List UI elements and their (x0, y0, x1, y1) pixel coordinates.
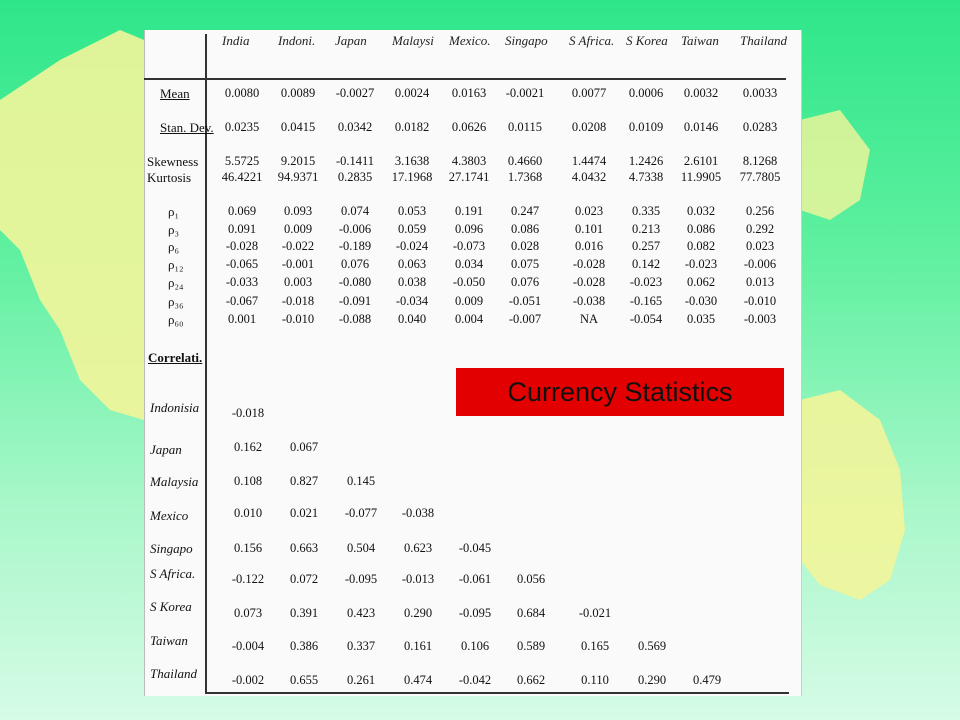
table-cell: 0.292 (745, 222, 775, 236)
table-cell: -0.051 (508, 294, 542, 308)
table-cell: 0.016 (574, 239, 604, 253)
table-cell: 27.1741 (448, 170, 490, 184)
table-cell: 0.0089 (280, 86, 316, 100)
title-banner (456, 368, 784, 416)
row-label: Malaysia (150, 474, 199, 489)
table-cell: 0.101 (574, 222, 604, 236)
table-cell: 0.0182 (394, 120, 430, 134)
table-cell: -0.013 (401, 572, 435, 586)
column-header: India (222, 33, 250, 48)
table-cell: 0.023 (574, 204, 604, 218)
row-label: ρ₃₆ (168, 294, 184, 309)
table-cell: -0.030 (684, 294, 718, 308)
row-label: Skewness (147, 154, 199, 169)
table-cell: 0.0032 (683, 86, 719, 100)
table-cell: -0.0027 (335, 86, 375, 100)
table-cell: 0.156 (233, 541, 263, 555)
table-cell: -0.045 (458, 541, 492, 555)
table-cell: 17.1968 (391, 170, 433, 184)
table-cell: 0.161 (403, 639, 433, 653)
table-cell: 0.663 (289, 541, 319, 555)
table-cell: -0.038 (572, 294, 606, 308)
column-header: Singapo (505, 33, 548, 48)
table-cell: 0.335 (631, 204, 661, 218)
table-cell: -0.018 (231, 406, 265, 420)
table-cell: 0.096 (454, 222, 484, 236)
table-cell: 0.0115 (508, 120, 542, 134)
table-cell: 0.504 (346, 541, 376, 555)
table-cell: 0.261 (346, 673, 376, 687)
table-cell: 0.0626 (451, 120, 487, 134)
table-cell: 0.004 (454, 312, 484, 326)
table-cell: 0.106 (460, 639, 490, 653)
row-label: Mexico (150, 508, 189, 523)
column-header: Mexico. (449, 33, 491, 48)
column-header: Taiwan (681, 33, 719, 48)
table-cell: 0.073 (233, 606, 263, 620)
table-cell: 0.013 (745, 275, 775, 289)
table-cell: -0.067 (225, 294, 259, 308)
table-cell: -0.007 (508, 312, 542, 326)
table-cell: 0.165 (580, 639, 610, 653)
table-cell: 0.082 (686, 239, 716, 253)
table-cell: -0.034 (395, 294, 429, 308)
column-header: Indoni. (278, 33, 316, 48)
table-cell: 1.2426 (628, 154, 664, 168)
table-cell: -0.088 (338, 312, 372, 326)
table-cell: 94.9371 (277, 170, 319, 184)
table-cell: 0.0283 (742, 120, 778, 134)
table-cell: 0.069 (227, 204, 257, 218)
table-cell: -0.122 (231, 572, 265, 586)
table-cell: -0.091 (338, 294, 372, 308)
table-cell: 46.4221 (221, 170, 263, 184)
row-label: Taiwan (150, 633, 188, 648)
table-cell: -0.006 (743, 257, 777, 271)
table-cell: 0.2835 (337, 170, 373, 184)
table-cell: 0.256 (745, 204, 775, 218)
table-cell: 0.423 (346, 606, 376, 620)
bottom-rule (205, 692, 789, 694)
table-cell: 0.086 (686, 222, 716, 236)
row-label: ρ₁ (168, 204, 180, 219)
table-cell: 0.162 (233, 440, 263, 454)
table-cell: 0.337 (346, 639, 376, 653)
table-cell: -0.1411 (335, 154, 375, 168)
table-cell: 0.0024 (394, 86, 430, 100)
row-label: S Korea (150, 599, 192, 614)
table-cell: 0.589 (516, 639, 546, 653)
table-cell: 0.086 (510, 222, 540, 236)
table-cell: 0.0077 (571, 86, 607, 100)
table-cell: 8.1268 (742, 154, 778, 168)
table-cell: -0.003 (743, 312, 777, 326)
table-cell: -0.038 (401, 506, 435, 520)
table-cell: -0.0021 (505, 86, 545, 100)
row-label: Stan. Dev. (160, 120, 214, 135)
table-cell: 0.0109 (628, 120, 664, 134)
table-cell: 0.290 (637, 673, 667, 687)
table-cell: 4.0432 (571, 170, 607, 184)
table-cell: 0.684 (516, 606, 546, 620)
table-cell: 0.0163 (451, 86, 487, 100)
table-cell: 0.474 (403, 673, 433, 687)
table-cell: -0.077 (344, 506, 378, 520)
table-cell: 0.108 (233, 474, 263, 488)
row-label: Singapo (150, 541, 193, 556)
table-cell: -0.095 (344, 572, 378, 586)
table-cell: 0.063 (397, 257, 427, 271)
table-cell: 0.076 (510, 275, 540, 289)
table-cell: 0.655 (289, 673, 319, 687)
table-cell: -0.065 (225, 257, 259, 271)
table-cell: 0.662 (516, 673, 546, 687)
table-cell: 0.076 (340, 257, 370, 271)
table-cell: 0.056 (516, 572, 546, 586)
table-cell: -0.033 (225, 275, 259, 289)
row-label: Japan (150, 442, 182, 457)
table-cell: 0.067 (289, 440, 319, 454)
table-cell: 0.191 (454, 204, 484, 218)
table-cell: 0.142 (631, 257, 661, 271)
table-cell: -0.189 (338, 239, 372, 253)
table-cell: 0.032 (686, 204, 716, 218)
table-cell: 0.093 (283, 204, 313, 218)
table-cell: 2.6101 (683, 154, 719, 168)
table-cell: -0.061 (458, 572, 492, 586)
table-cell: 0.035 (686, 312, 716, 326)
column-header: S Korea (626, 33, 668, 48)
column-header: Japan (335, 33, 367, 48)
table-cell: -0.042 (458, 673, 492, 687)
table-cell: 0.001 (227, 312, 257, 326)
column-header: Malaysi (392, 33, 434, 48)
table-cell: 0.0080 (224, 86, 260, 100)
table-cell: 0.072 (289, 572, 319, 586)
table-cell: 0.003 (283, 275, 313, 289)
table-cell: -0.023 (684, 257, 718, 271)
table-cell: -0.002 (231, 673, 265, 687)
table-cell: 0.0033 (742, 86, 778, 100)
table-cell: 0.009 (283, 222, 313, 236)
table-cell: -0.095 (458, 606, 492, 620)
table-cell: 3.1638 (394, 154, 430, 168)
table-cell: 0.386 (289, 639, 319, 653)
table-cell: 4.7338 (628, 170, 664, 184)
row-label: S Africa. (150, 566, 196, 581)
table-cell: 0.062 (686, 275, 716, 289)
table-cell: 9.2015 (280, 154, 316, 168)
row-label: Indonisia (150, 400, 200, 415)
table-cell: 0.247 (510, 204, 540, 218)
table-cell: -0.006 (338, 222, 372, 236)
table-cell: 0.0235 (224, 120, 260, 134)
table-cell: 1.7368 (507, 170, 543, 184)
table-cell: NA (579, 312, 599, 326)
table-cell: 0.145 (346, 474, 376, 488)
table-cell: -0.054 (629, 312, 663, 326)
table-cell: -0.165 (629, 294, 663, 308)
table-cell: 0.0208 (571, 120, 607, 134)
table-cell: 0.4660 (507, 154, 543, 168)
table-cell: -0.021 (578, 606, 612, 620)
table-cell: 0.391 (289, 606, 319, 620)
row-label: ρ₆₀ (168, 312, 184, 327)
table-cell: -0.024 (395, 239, 429, 253)
table-cell: -0.001 (281, 257, 315, 271)
column-header: S Africa. (569, 33, 615, 48)
table-cell: 0.009 (454, 294, 484, 308)
column-header: Thailand (740, 33, 787, 48)
table-cell: -0.023 (629, 275, 663, 289)
table-cell: 0.623 (403, 541, 433, 555)
row-label: ρ₆ (168, 239, 180, 254)
table-cell: -0.022 (281, 239, 315, 253)
table-cell: 77.7805 (739, 170, 781, 184)
row-label: Mean (160, 86, 190, 101)
table-cell: 5.5725 (224, 154, 260, 168)
table-cell: -0.028 (225, 239, 259, 253)
table-cell: 4.3803 (451, 154, 487, 168)
table-cell: -0.010 (281, 312, 315, 326)
table-cell: 0.021 (289, 506, 319, 520)
table-cell: -0.010 (743, 294, 777, 308)
north-america-shape (0, 30, 144, 420)
row-label: Thailand (150, 666, 197, 681)
table-cell: 0.034 (454, 257, 484, 271)
table-cell: -0.028 (572, 257, 606, 271)
row-label: ρ₂₄ (168, 275, 184, 290)
table-cell: 0.0342 (337, 120, 373, 134)
table-cell: 0.010 (233, 506, 263, 520)
australia-shape (800, 390, 905, 600)
table-cell: -0.018 (281, 294, 315, 308)
table-cell: 0.074 (340, 204, 370, 218)
row-label: ρ₁₂ (168, 257, 184, 272)
table-cell: 0.059 (397, 222, 427, 236)
row-label: ρ₃ (168, 222, 180, 237)
table-cell: 0.0006 (628, 86, 664, 100)
table-cell: 0.827 (289, 474, 319, 488)
table-cell: 1.4474 (571, 154, 607, 168)
table-cell: 0.0146 (683, 120, 719, 134)
table-cell: -0.073 (452, 239, 486, 253)
table-cell: 0.569 (637, 639, 667, 653)
header-rule (144, 78, 786, 80)
asia-shape (800, 110, 870, 220)
table-cell: 0.028 (510, 239, 540, 253)
table-cell: 0.040 (397, 312, 427, 326)
table-cell: -0.028 (572, 275, 606, 289)
table-cell: 0.479 (692, 673, 722, 687)
table-cell: -0.050 (452, 275, 486, 289)
table-cell: 0.213 (631, 222, 661, 236)
table-cell: 0.290 (403, 606, 433, 620)
table-cell: 0.0415 (280, 120, 316, 134)
row-label: Kurtosis (147, 170, 192, 185)
table-cell: 0.075 (510, 257, 540, 271)
section-label: Correlati. (148, 350, 203, 365)
table-cell: -0.080 (338, 275, 372, 289)
table-cell: 0.053 (397, 204, 427, 218)
table-cell: 0.038 (397, 275, 427, 289)
table-cell: 0.091 (227, 222, 257, 236)
table-cell: 0.257 (631, 239, 661, 253)
table-cell: -0.004 (231, 639, 265, 653)
table-cell: 0.110 (581, 673, 609, 687)
table-cell: 0.023 (745, 239, 775, 253)
banner-title: Currency Statistics (507, 376, 733, 407)
table-cell: 11.9905 (680, 170, 722, 184)
